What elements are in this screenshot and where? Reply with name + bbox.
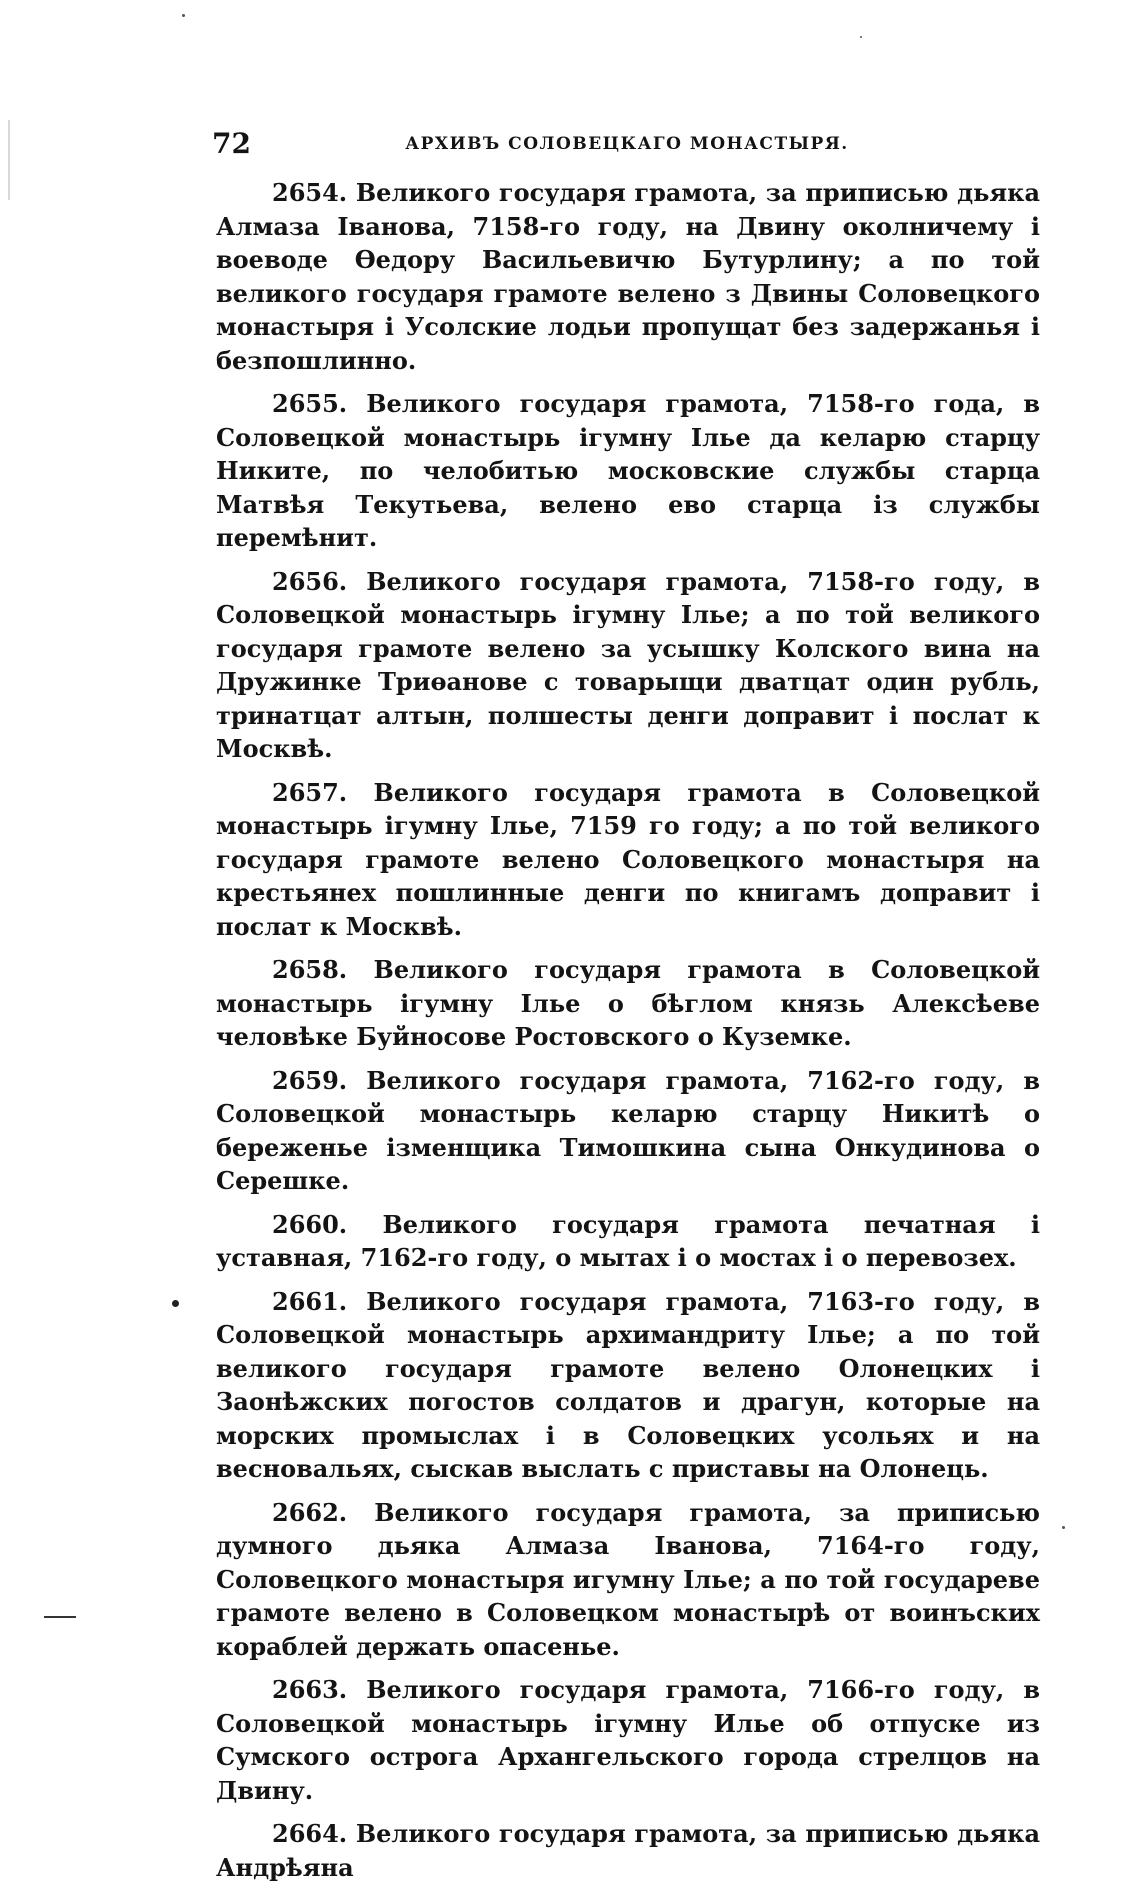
- margin-dash: [44, 1616, 76, 1618]
- entry-text: Великого государя грамота, 7162-го году, в Соловецкой монастырь келарю старцу Никитѣ о береженье ізменщика Тимошкина сына Онкудинова о Серешке.: [216, 1065, 1041, 1195]
- entry-2661: [216, 1285, 1040, 1486]
- entry-text: Великого государя грамота, 7158-го году, в Соловецкой монастырь ігумну Ільe; а по той великого государя грамоте велено за усышку Колского вина на Дружинке Триөанове с товарыщи дватцат один рубль, тринатцат алтын, полшесты денги доправит і послат к Москвѣ.: [216, 566, 1041, 763]
- entry-number: 2656.: [272, 566, 348, 596]
- entry-2664: [216, 1817, 1040, 1884]
- entry-number: 2664.: [272, 1819, 348, 1848]
- entry-number: 2654.: [272, 178, 348, 207]
- entry-text: Великого государя грамота в Соловецкой монастырь ігумну Ільe, 7159 го году; а по той великого государя грамоте велено Соловецкого монастыря на крестьянех пошлинные денги по книгамъ доправит і послат к Москвѣ.: [216, 777, 1040, 941]
- entry-text: Великого государя грамота, 7163-го году, в Соловецкой монастырь архимандриту Ільe; а по той великого государя грамоте велено Олонецких і Заонѣжских погостов солдатов и драгун, которые на морских промыслах і в Соловецких усольях и на весновальях, сыскав выслать с приставы на Олонець.: [216, 1286, 1041, 1483]
- scan-speck: [1062, 1526, 1065, 1529]
- margin-dot: [172, 1300, 179, 1307]
- entry-2660: [216, 1208, 1040, 1275]
- entry-2654: [216, 176, 1040, 377]
- entry-2662: [216, 1496, 1040, 1664]
- entry-2659: [216, 1064, 1040, 1198]
- entry-number: 2663.: [272, 1675, 348, 1704]
- page-header: [212, 124, 1042, 164]
- entry-text: Великого государя грамота печатная і уставная, 7162-го году, о мытах і о мостах і о перевозех.: [216, 1209, 1041, 1272]
- entry-2656: [216, 565, 1040, 766]
- page-number: 72: [212, 127, 251, 160]
- entry-text: Великого государя грамота, за приписью дьяка Андрѣяна: [216, 1819, 1040, 1882]
- entry-text: Великого государя грамота в Соловецкой монастырь ігумну Ільe о бѣглом князь Алексѣеве человѣке Буйносове Ростовского о Куземке.: [216, 955, 1040, 1051]
- scan-speck: [182, 14, 185, 17]
- entry-text: Великого государя грамота, 7158-го года, в Соловецкой монастырь ігумну Ільe да келарю старцу Никите, по челобитью московские службы старца Матвѣя Текутьева, велено ево старца із службы перемѣнит.: [216, 389, 1041, 552]
- scan-edge-mark: [8, 120, 10, 200]
- entry-number: 2662.: [272, 1497, 348, 1527]
- entry-number: 2655.: [272, 389, 348, 418]
- text-body: [216, 176, 1040, 1894]
- entry-number: 2659.: [272, 1065, 348, 1095]
- entry-2657: [216, 776, 1040, 944]
- entry-text: Великого государя грамота, за приписью дьяка Алмаза Іванова, 7158-го году, на Двину околничему і воеводе Өедору Васильевичю Бутурлину; а по той великого государя грамоте велено з Двины Соловецкого монастыря і Усолские лодьи пропущат без задержанья і безпошлинно.: [216, 178, 1040, 375]
- entry-text: Великого государя грамота, за приписью думного дьяка Алмаза Іванова, 7164-го году, Соловецкого монастыря игумну Ільe; а по той государеве грамоте велено в Соловецком монастырѣ от воинъских кораблей держать опасенье.: [216, 1497, 1040, 1661]
- running-title: АРХИВЪ СОЛОВЕЦКАГО МОНАСТЫРЯ.: [405, 134, 849, 154]
- entry-2658: [216, 953, 1040, 1054]
- entry-text: Великого государя грамота, 7166-го году, в Соловецкой монастырь ігумну Илье об отпуске из Сумского острога Архангельского города стрелцов на Двину.: [216, 1675, 1041, 1805]
- entry-2655: [216, 387, 1040, 555]
- entry-number: 2660.: [272, 1209, 348, 1239]
- entry-number: 2661.: [272, 1286, 348, 1316]
- entry-number: 2658.: [272, 955, 348, 984]
- entry-number: 2657.: [272, 777, 348, 807]
- entry-2663: [216, 1673, 1040, 1807]
- scan-speck: [860, 36, 862, 38]
